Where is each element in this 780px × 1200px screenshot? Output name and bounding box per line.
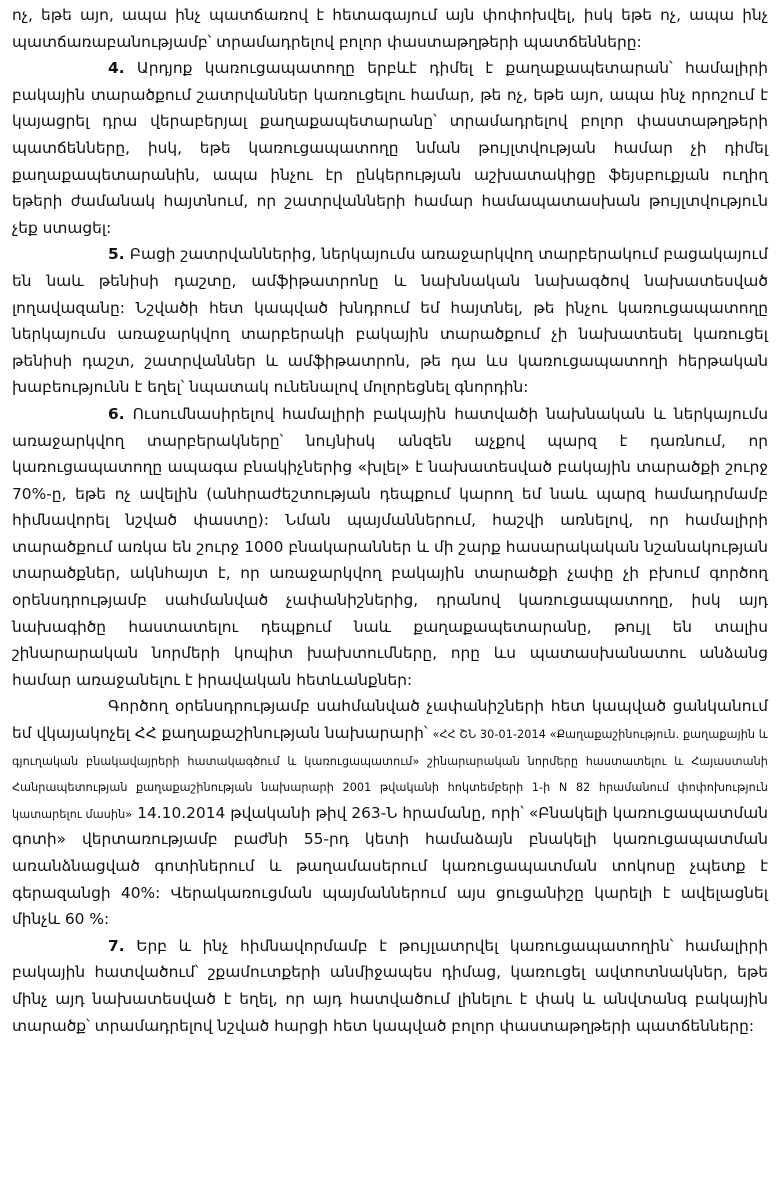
item-6-paragraph	[12, 401, 768, 694]
reference-order-title: «ՀՀ ՇՆ 30-01-2014 «Քաղաքաշինություն. քաղաքային և գյուղական բնակավայրերի հատակագծում և կառուցապատում» շինարարական նորմերը հաստատելու և Հայաստանի Հանրապետության քաղաքաշինության նախարարի 2001 թվականի հոկտեմբերի 1-ի N 82 հրամանում փոփոխություն կատարելու մասին»	[12, 728, 768, 821]
item-5-number: 5.	[108, 245, 125, 264]
intro-paragraph: ոչ, եթե այո, ապա ինչ պատճառով է հետագայում այն փոփոխվել, իսկ եթե ոչ, ապա ինչ պատճառաբանությամբ՝ տրամադրելով բոլոր փաստաթղթերի պատճենները:	[12, 6, 768, 51]
reference-tail: 14.10.2014 թվականի թիվ 263-Ն հրամանը, որի՝ «Բնակելի կառուցապատման գոտի» վերտառությամբ բաժնի 55-րդ կետի համաձայն բնակելի կառուցապատման առանձնացված գոտիներում և թաղամասերում կառուցապատման տոկոսը չպետք է գերազանցի 40%: Վերակառուցման պայմաններում այս ցուցանիշը կարելի է ավելացնել մինչև 60 %:	[12, 803, 768, 929]
item-7-number: 7.	[108, 936, 125, 955]
document-body	[12, 2, 768, 1039]
item-6-text: Ուսումնասիրելով համալիրի բակային հատվածի նախնական և ներկայումս առաջարկվող տարբերակները՝ նույնիսկ անզեն աչքով պարզ է դառնում, որ կառուցապատողը ապագա բնակիչներից «խլել» է նախատեսված բակային տարածքի շուրջ 70%-ը, եթե ոչ ավելին (անհրաժեշտության դեպքում կարող եմ նաև պարզ համադրմամբ հիմնավորել նշված փաստը): Նման պայմաններում, հաշվի առնելով, որ համալիրի տարածքում առկա են շուրջ 1000 բնակարաններ և մի շարք հասարակական նշանակության տարածքներ, ակնհայտ է, որ առաջարկվող բակային տարածքի չափը չի բխում գործող օրենսդրությամբ սահմանված չափանիշներից, դրանով կառուցապատողը, իսկ այդ նախագիծը հաստատելու դեպքում նաև քաղաքապետարանը, թույլ են տալիս շինարարական նորմերի կոպիտ խախտումները, որը ևս պատասխանատու անձանց համար առաջանելու է իրավական հետևանքներ:	[12, 404, 768, 689]
item-6-number: 6.	[108, 404, 125, 423]
item-4-number: 4.	[108, 59, 125, 78]
item-5-text: Բացի շատրվաններից, ներկայումս առաջարկվող տարբերակում բացակայում են նաև թենիսի դաշտը, ամֆիթատրոնը և նախնական նախագծով նախատեսված լողավազանը: Նշվածի հետ կապված խնդրում եմ հայտնել, թե ինչու կառուցապատողը ներկայումս առաջարկվող տարբերակի բակային տարածքում չի նախատեսել կառուցել թենիսի դաշտ, շատրվաններ և ամֆիթատրոն, թե դա ևս կառուցապատողի հերթական խաբեությունն է եղել՝ նպատակ ունենալով մոլորեցնել գնորդին:	[12, 245, 768, 397]
item-5-paragraph	[12, 241, 768, 401]
item-4-paragraph	[12, 55, 768, 241]
reference-lead: Գործող օրենսդրությամբ սահմանված չափանիշների հետ կապված ցանկանում եմ վկայակոչել ՀՀ քաղաքաշինության նախարարի՝	[12, 697, 768, 743]
item-4-text: Արդյոք կառուցապատողը երբևէ դիմել է քաղաքապետարան՝ համալիրի բակային տարածքում շատրվաններ կառուցելու համար, թե ոչ, եթե այո, ապա ինչ որոշում է կայացրել դրա վերաբերյալ քաղաքապետարանը՝ տրամադրելով բոլոր փաստաթղթերի պատճենները, իսկ, եթե կառուցապատողը նման թույլտվության համար չի դիմել քաղաքապետարանին, ապա ինչու էր ընկերության աշխատակիցը ֆեյսբուքյան ուղիղ եթերի ժամանակ հայտնում, որ շատրվանների համար համապատասխան թույլտվություն չեք ստացել:	[12, 59, 768, 237]
item-7-text: Երբ և ինչ հիմնավորմամբ է թույլատրվել կառուցապատողին՝ համալիրի բակային հատվածում՝ շքամուտքերի անմիջապես դիմաց, կառուցել ավտոտնակներ, եթե մինչ այդ նախատեսված է եղել, որ այդ հատվածում լինելու է փակ և անվտանգ բակային տարածք՝ տրամադրելով նշված հարցի հետ կապված բոլոր փաստաթղթերի պատճենները:	[12, 936, 768, 1035]
item-7-paragraph	[12, 933, 768, 1039]
reference-paragraph	[12, 693, 768, 932]
